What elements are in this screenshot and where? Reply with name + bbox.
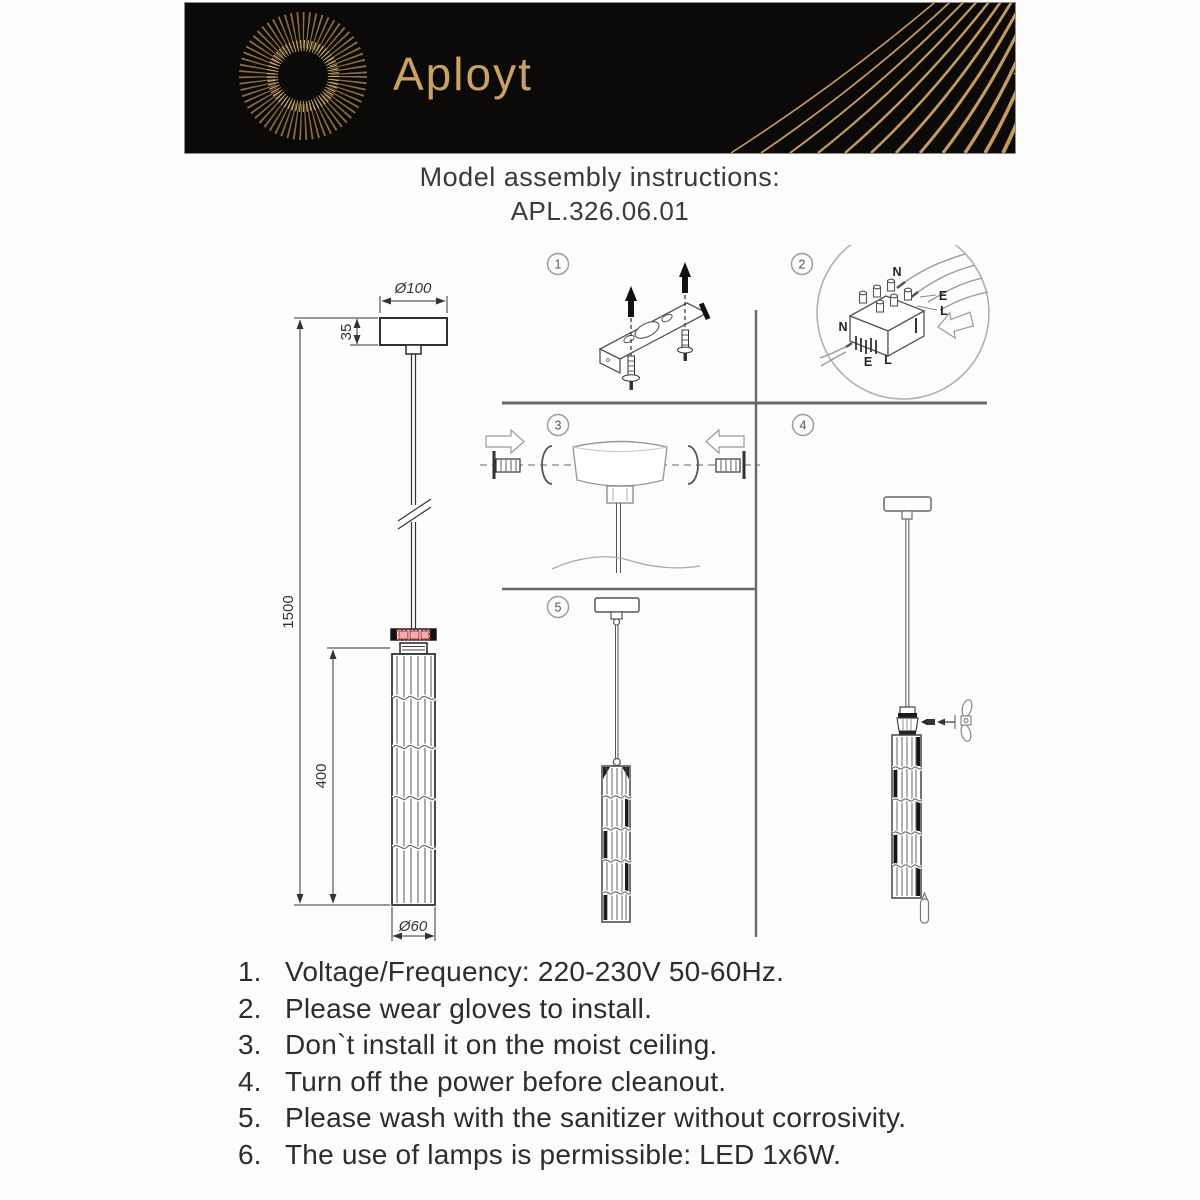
dim-canopy-height: 35 <box>338 323 355 341</box>
instruction-item-6 <box>238 1139 998 1176</box>
banner-art <box>185 3 1015 153</box>
instruction-text: Turn off the power before cleanout. <box>285 1065 727 1097</box>
instruction-number: 5. <box>238 1102 262 1133</box>
label-l-right: L <box>940 304 948 318</box>
step-badge-3 <box>548 415 569 436</box>
ribbed-shade-5 <box>602 766 631 922</box>
step1-bracket-diagram <box>600 262 710 390</box>
step-badge-1 <box>548 254 569 275</box>
instruction-item-1 <box>238 956 998 993</box>
instruction-text: Don`t install it on the moist ceiling. <box>285 1029 718 1060</box>
instruction-number: 1. <box>238 956 262 987</box>
label-e-bottom: E <box>863 355 873 369</box>
cup-cord <box>617 503 621 573</box>
label-e-right: E <box>938 289 948 303</box>
label-l-bottom: L <box>884 353 892 367</box>
instruction-text: Please wear gloves to install. <box>285 992 653 1024</box>
ceiling-cup <box>573 442 667 504</box>
step4-shade-diagram <box>884 497 974 923</box>
flat-canopy-5 <box>595 598 639 612</box>
instruction-number: 2. <box>238 992 262 1024</box>
flat-canopy <box>884 497 931 511</box>
ray-fan-decoration <box>731 3 1015 153</box>
wing-clip <box>959 699 973 743</box>
svg-text:5: 5 <box>554 600 562 615</box>
instruction-number: 6. <box>238 1138 262 1170</box>
cord-wave <box>552 557 700 569</box>
step-badge-4 <box>793 415 814 436</box>
instruction-list <box>238 956 998 1175</box>
svg-text:1: 1 <box>554 257 562 272</box>
dim-shade-diameter: Ø60 <box>398 918 428 935</box>
dim-total-height: 1500 <box>280 595 297 629</box>
step2-wiring-diagram <box>817 245 989 399</box>
step5-assembled-diagram <box>595 598 639 922</box>
lamp-shade-side <box>392 654 435 905</box>
instruction-item-3 <box>238 1029 998 1066</box>
lamp-cord <box>412 354 416 629</box>
instruction-text: The use of lamps is permissible: LED 1x6W. <box>285 1138 842 1170</box>
pendant-cord-5 <box>616 625 619 759</box>
label-n-left: N <box>838 320 848 334</box>
step-badge-5 <box>548 597 569 618</box>
socket-assembly <box>897 707 918 735</box>
pendant-cord <box>906 519 909 707</box>
lamp-socket <box>391 629 436 654</box>
assembly-diagram <box>0 245 1200 955</box>
model-number: APL.326.06.01 <box>510 196 690 226</box>
brand-wordmark: Aployt <box>393 48 533 100</box>
instruction-text: Voltage/Frequency: 220-230V 50-60Hz. <box>285 956 785 987</box>
brand-banner <box>184 2 1016 154</box>
fixing-screw-left <box>494 451 520 479</box>
instruction-text: Please wash with the sanitizer without corrosivity. <box>285 1102 907 1133</box>
cord-break-symbol <box>398 499 431 529</box>
set-screw-with-arrow <box>921 715 955 729</box>
instruction-item-5 <box>238 1102 998 1139</box>
instruction-item-2 <box>238 993 998 1030</box>
push-arrow-right-icon <box>706 430 744 453</box>
label-leaders <box>917 295 937 310</box>
instruction-item-4 <box>238 1066 998 1103</box>
dimension-drawing <box>280 280 447 941</box>
ribbed-shade <box>892 735 922 898</box>
step3-canopy-diagram <box>480 430 760 573</box>
step-badge-2 <box>792 254 813 275</box>
svg-text:4: 4 <box>799 418 807 433</box>
fixing-screw-right <box>716 451 744 479</box>
lamp-canopy-side <box>380 318 447 354</box>
push-arrow-left-icon <box>486 430 524 453</box>
instruction-number: 4. <box>238 1065 262 1097</box>
sunburst-logo-icon <box>257 30 349 122</box>
page-title: Model assembly instructions: <box>419 162 781 192</box>
label-n-top: N <box>892 265 902 279</box>
svg-text:2: 2 <box>798 257 806 272</box>
dim-canopy-diameter: Ø100 <box>394 280 432 297</box>
instruction-number: 3. <box>238 1029 262 1060</box>
dim-shade-height: 400 <box>313 763 330 789</box>
svg-text:3: 3 <box>554 418 562 433</box>
